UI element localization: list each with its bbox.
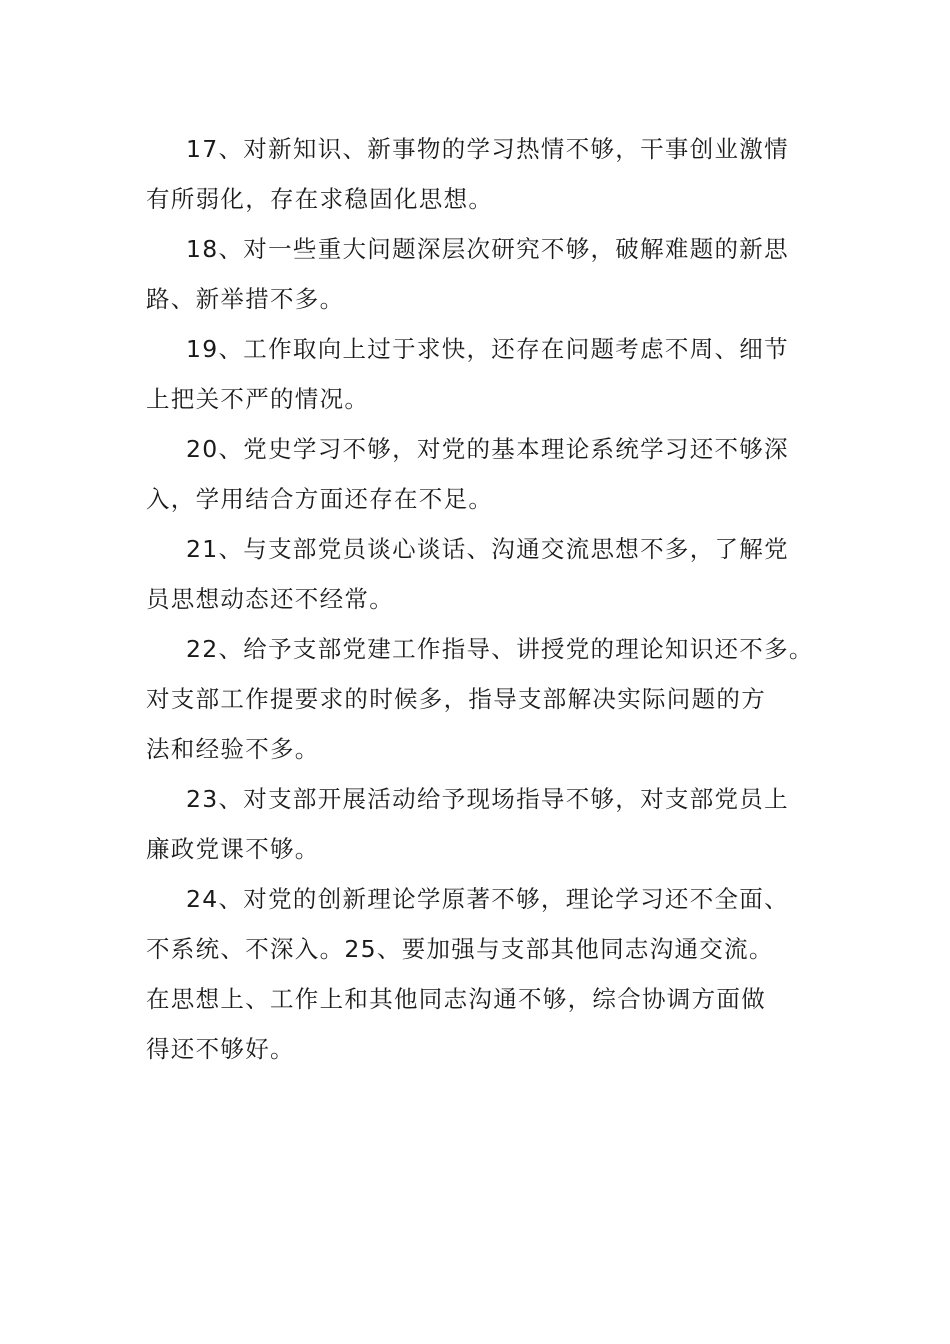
paragraph-23: 23、对支部开展活动给予现场指导不够，对支部党员上 廉政党课不够。 — [146, 785, 789, 863]
paragraph-18: 18、对一些重大问题深层次研究不够，破解难题的新思 路、新举措不多。 — [146, 235, 789, 313]
document-body — [146, 124, 826, 1074]
paragraph-17: 17、对新知识、新事物的学习热情不够，干事创业激情 有所弱化，存在求稳固化思想。 — [146, 135, 789, 213]
paragraph-20: 20、党史学习不够，对党的基本理论系统学习还不够深 入，学用结合方面还存在不足。 — [146, 435, 789, 513]
paragraph-21: 21、与支部党员谈心谈话、沟通交流思想不多，了解党 员思想动态还不经常。 — [146, 535, 789, 613]
paragraph-19: 19、工作取向上过于求快，还存在问题考虑不周、细节 上把关不严的情况。 — [146, 335, 789, 413]
paragraph-24: 24、对党的创新理论学原著不够，理论学习还不全面、 不系统、不深入。25、要加强与支部其他同志沟通交流。 在思想上、工作上和其他同志沟通不够，综合协调方面做 得还不够好。 — [146, 885, 789, 1063]
paragraph-22: 22、给予支部党建工作指导、讲授党的理论知识还不多。 对支部工作提要求的时候多，指导支部解决实际问题的方 法和经验不多。 — [146, 635, 814, 763]
